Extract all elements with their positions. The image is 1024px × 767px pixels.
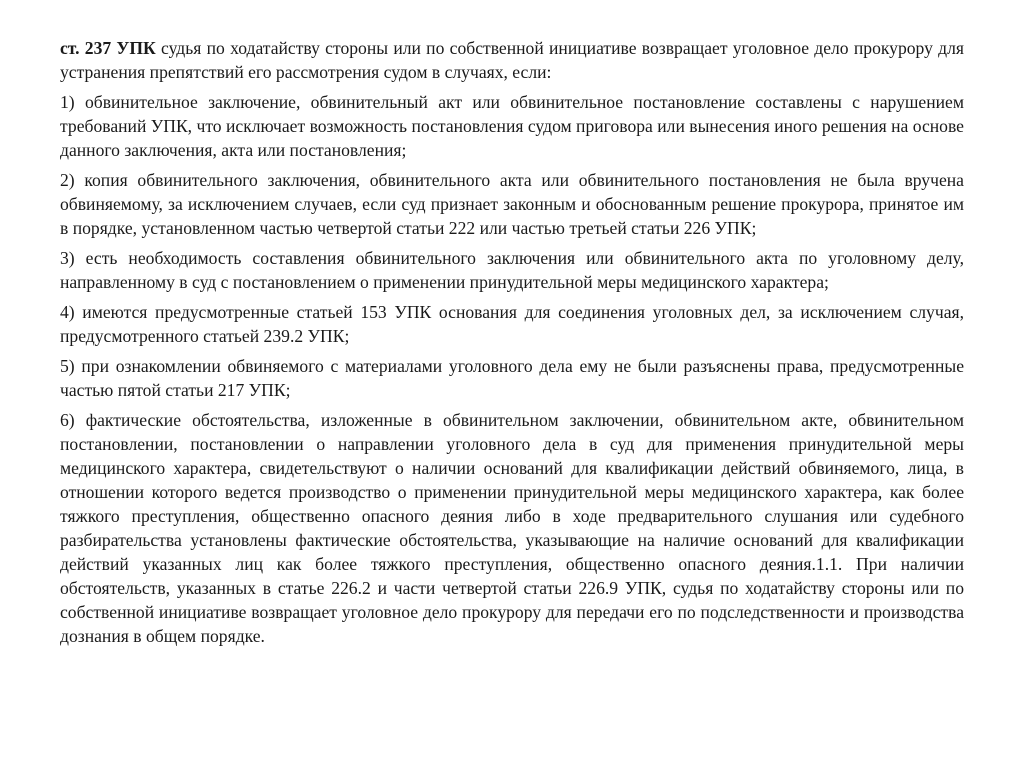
list-item-2: 2) копия обвинительного заключения, обвинительного акта или обвинительного постановления не была вручена обвиняемому, за исключением случаев, если суд признает законным и обоснованным решение прокурора, принятое им в порядке, установленном частью четвертой статьи 222 или частью третьей статьи 226 УПК; bbox=[60, 170, 964, 238]
list-item-3: 3) есть необходимость составления обвинительного заключения или обвинительного акта по уголовному делу, направленному в суд с постановлением о применении принудительной меры медицинского характера; bbox=[60, 248, 964, 292]
article-reference: ст. 237 УПК bbox=[60, 38, 156, 58]
intro-text: судья по ходатайству стороны или по собственной инициативе возвращает уголовное дело прокурору для устранения препятствий его рассмотрения судом в случаях, если: bbox=[60, 38, 964, 82]
intro-paragraph bbox=[60, 36, 964, 84]
document-page bbox=[60, 36, 964, 654]
list-item-1: 1) обвинительное заключение, обвинительный акт или обвинительное постановление составлены с нарушением требований УПК, что исключает возможность постановления судом приговора или вынесения иного решения на основе данного заключения, акта или постановления; bbox=[60, 92, 964, 160]
list-item-5: 5) при ознакомлении обвиняемого с материалами уголовного дела ему не были разъяснены права, предусмотренные частью пятой статьи 217 УПК; bbox=[60, 356, 964, 400]
list-item-6: 6) фактические обстоятельства, изложенные в обвинительном заключении, обвинительном акте, обвинительном постановлении, постановлении о направлении уголовного дела в суд для применения принудительной меры медицинского характера, свидетельствуют о наличии оснований для квалификации действий обвиняемого, лица, в отношении которого ведется производство о применении принудительной меры медицинского характера, как более тяжкого преступления, общественно опасного деяния либо в ходе предварительного слушания или судебного разбирательства установлены фактические обстоятельства, указывающие на наличие оснований для квалификации действий указанных лиц как более тяжкого преступления, общественно опасного деяния.1.1. При наличии обстоятельств, указанных в статье 226.2 и части четвертой статьи 226.9 УПК, судья по ходатайству стороны или по собственной инициативе возвращает уголовное дело прокурору для передачи его по подследственности и производства дознания в общем порядке. bbox=[60, 410, 964, 646]
list-item-4: 4) имеются предусмотренные статьей 153 УПК основания для соединения уголовных дел, за исключением случая, предусмотренного статьей 239.2 УПК; bbox=[60, 302, 964, 346]
